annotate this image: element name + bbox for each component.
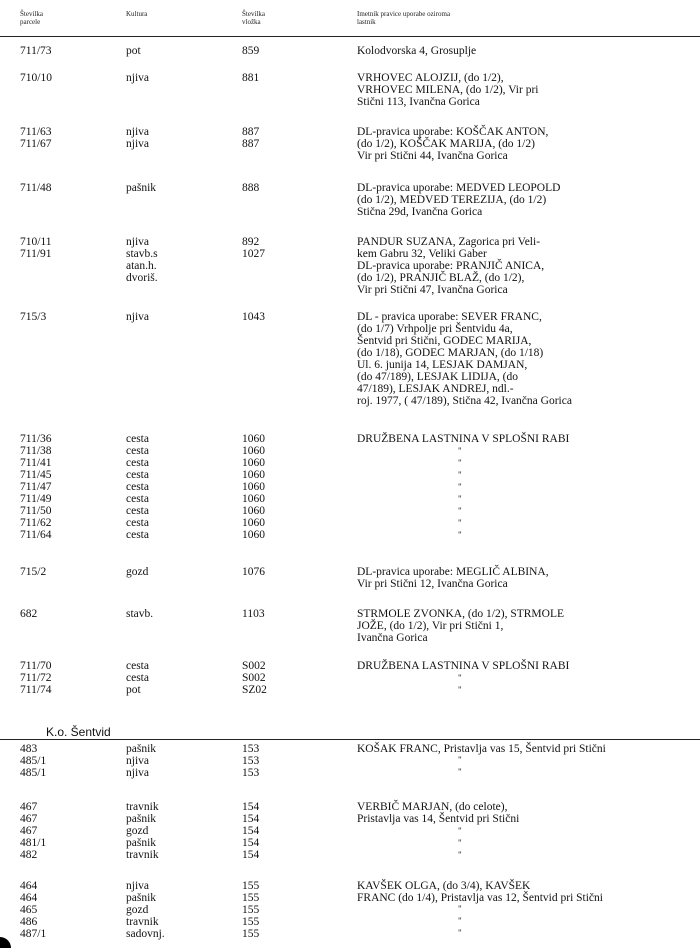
culture: pašnik: [126, 813, 157, 825]
parcel-number: 711/38: [20, 445, 52, 457]
deposit-number: 1060: [242, 481, 265, 493]
deposit-number: 153: [242, 767, 260, 779]
deposit-number: 153: [242, 743, 260, 755]
header-owner: Imetnik pravice uporabe oziroma lastnik: [357, 10, 451, 26]
culture: njiva: [126, 755, 149, 767]
deposit-number: 859: [242, 45, 260, 57]
ditto-mark: ": [458, 928, 462, 938]
owner-entry: STRMOLE ZVONKA, (do 1/2), STRMOLE JOŽE, (do 1/2), Vir pri Stični 1, Ivančna Gorica: [357, 608, 564, 644]
culture: cesta: [126, 457, 149, 469]
culture: cesta: [126, 469, 149, 481]
table-row: [0, 904, 700, 916]
table-row: [0, 517, 700, 529]
parcel-number: 711/67: [20, 138, 52, 150]
parcel-number: 711/91: [20, 248, 52, 260]
table-row: [0, 469, 700, 481]
culture: gozd: [126, 825, 149, 837]
parcel-number: 711/49: [20, 493, 52, 505]
deposit-number: 155: [242, 916, 260, 928]
table-row: [0, 825, 700, 837]
parcel-number: 467: [20, 801, 38, 813]
deposit-number: 154: [242, 837, 260, 849]
table-row: [0, 493, 700, 505]
deposit-number: 1060: [242, 505, 265, 517]
culture: cesta: [126, 517, 149, 529]
parcel-number: 715/3: [20, 311, 47, 323]
owner-entry: VRHOVEC ALOJZIJ, (do 1/2), VRHOVEC MILENA, (do 1/2), Vir pri Stični 113, Ivančna Gorica: [357, 72, 539, 108]
culture: njiva: [126, 138, 149, 150]
culture: pašnik: [126, 837, 157, 849]
parcel-number: 467: [20, 813, 38, 825]
culture: cesta: [126, 493, 149, 505]
parcel-number: 711/64: [20, 529, 52, 541]
parcel-number: 464: [20, 880, 38, 892]
owner-entry: DL-pravica uporabe: MEGLIČ ALBINA, Vir pri Stični 12, Ivančna Gorica: [357, 566, 549, 590]
deposit-number: 154: [242, 849, 260, 861]
table-row: [0, 445, 700, 457]
culture: pašnik: [126, 743, 157, 755]
culture: travnik: [126, 801, 159, 813]
header-parcel-number: Številka parcele: [20, 10, 43, 26]
culture: pašnik: [126, 892, 157, 904]
parcel-number: 464: [20, 892, 38, 904]
ditto-mark: ": [458, 916, 462, 926]
header-culture: Kultura: [126, 10, 148, 18]
parcel-number: 711/36: [20, 433, 52, 445]
ditto-mark: ": [458, 506, 462, 516]
ditto-mark: ": [458, 826, 462, 836]
owner-entry: DL-pravica uporabe: KOŠČAK ANTON, (do 1/2), KOŠČAK MARIJA, (do 1/2) Vir pri Stični 44, Ivančna Gorica: [357, 126, 549, 162]
culture: cesta: [126, 529, 149, 541]
ditto-mark: ": [458, 904, 462, 914]
culture: njiva: [126, 126, 149, 138]
culture: njiva: [126, 236, 149, 248]
table-row: [0, 767, 700, 779]
deposit-number: 888: [242, 182, 260, 194]
culture: njiva: [126, 72, 149, 84]
ditto-mark: ": [458, 494, 462, 504]
table-row: [0, 849, 700, 861]
deposit-number: 1060: [242, 457, 265, 469]
culture: sadovnj.: [126, 928, 165, 940]
deposit-number: 1103: [242, 608, 265, 620]
owner-entry: DL-pravica uporabe: PRANJIČ ANICA, (do 1/2), PRANJIČ BLAŽ, (do 1/2), Vir pri Stični 47, Ivančna Gorica: [357, 260, 545, 296]
deposit-number: 154: [242, 801, 260, 813]
deposit-number: 1043: [242, 311, 265, 323]
parcel-number: 482: [20, 849, 38, 861]
culture: stavb.: [126, 608, 154, 620]
culture: cesta: [126, 481, 149, 493]
deposit-number: 1060: [242, 517, 265, 529]
parcel-number: 486: [20, 916, 38, 928]
table-row: [0, 755, 700, 767]
culture: pot: [126, 45, 141, 57]
deposit-number: 155: [242, 928, 260, 940]
table-row: [0, 672, 700, 684]
culture: atan.h.: [126, 260, 157, 272]
ditto-mark: ": [458, 458, 462, 468]
owner-entry: DL - pravica uporabe: SEVER FRANC, (do 1/7) Vrhpolje pri Šentvidu 4a, Šentvid pri Stični, GODEC MARIJA, (do 1/18), GODEC MARJAN, (do 1/18) Ul. 6. junija 14, LESJAK DAMJAN, (do 47/189), LESJAK LIDIJA, (do 47/189), LESJAK ANDREJ, ndl.- roj. 1977, ( 47/189), Stična 42, Ivančna Gorica: [357, 311, 572, 407]
table-row: [0, 916, 700, 928]
culture: cesta: [126, 505, 149, 517]
parcel-number: 465: [20, 904, 38, 916]
deposit-number: SZ02: [242, 684, 267, 696]
owner-entry: PANDUR SUZANA, Zagorica pri Veli- kem Gabru 32, Veliki Gaber: [357, 236, 541, 260]
ditto-mark: ": [458, 482, 462, 492]
deposit-number: 155: [242, 880, 260, 892]
parcel-number: 467: [20, 825, 38, 837]
culture: cesta: [126, 660, 149, 672]
ditto-mark: ": [458, 767, 462, 777]
culture: dvoriš.: [126, 272, 158, 284]
owner-entry: DRUŽBENA LASTNINA V SPLOŠNI RABI: [357, 433, 570, 445]
deposit-number: 155: [242, 904, 260, 916]
deposit-number: 1060: [242, 529, 265, 541]
deposit-number: 1060: [242, 493, 265, 505]
deposit-number: 154: [242, 813, 260, 825]
deposit-number: 1027: [242, 248, 265, 260]
parcel-number: 711/47: [20, 481, 52, 493]
culture: travnik: [126, 849, 159, 861]
parcel-number: 711/74: [20, 684, 52, 696]
deposit-number: 154: [242, 825, 260, 837]
owner-entry: DRUŽBENA LASTNINA V SPLOŠNI RABI: [357, 660, 570, 672]
culture: pašnik: [126, 182, 157, 194]
deposit-number: S002: [242, 672, 266, 684]
section-title: K.o. Šentvid: [46, 725, 111, 739]
parcel-number: 711/73: [20, 45, 52, 57]
culture: stavb.s: [126, 248, 158, 260]
deposit-number: 1060: [242, 469, 265, 481]
parcel-number: 711/48: [20, 182, 52, 194]
parcel-number: 485/1: [20, 755, 47, 767]
deposit-number: 1060: [242, 433, 265, 445]
section-divider: [0, 725, 700, 740]
parcel-number: 711/45: [20, 469, 52, 481]
parcel-number: 711/50: [20, 505, 52, 517]
deposit-number: 892: [242, 236, 260, 248]
culture: cesta: [126, 672, 149, 684]
deposit-number: 153: [242, 755, 260, 767]
owner-entry: VERBIČ MARJAN, (do celote), Pristavlja vas 14, Šentvid pri Stični: [357, 801, 520, 825]
parcel-number: 483: [20, 743, 38, 755]
culture: gozd: [126, 566, 149, 578]
parcel-number: 711/41: [20, 457, 52, 469]
culture: cesta: [126, 445, 149, 457]
parcel-number: 715/2: [20, 566, 47, 578]
deposit-number: S002: [242, 660, 266, 672]
ditto-mark: ": [458, 685, 462, 695]
table-row: [0, 837, 700, 849]
owner-entry: Kolodvorska 4, Grosuplje: [357, 45, 477, 57]
deposit-number: 887: [242, 138, 260, 150]
ditto-mark: ": [458, 673, 462, 683]
parcel-number: 710/10: [20, 72, 52, 84]
culture: gozd: [126, 904, 149, 916]
owner-entry: DL-pravica uporabe: MEDVED LEOPOLD (do 1/2), MEDVED TEREZIJA, (do 1/2) Stična 29d, Ivančna Gorica: [357, 182, 561, 218]
ditto-mark: ": [458, 530, 462, 540]
ditto-mark: ": [458, 470, 462, 480]
deposit-number: 1076: [242, 566, 265, 578]
table-row: [0, 481, 700, 493]
culture: pot: [126, 684, 141, 696]
ditto-mark: ": [458, 446, 462, 456]
deposit-number: 155: [242, 892, 260, 904]
culture: njiva: [126, 311, 149, 323]
ditto-mark: ": [458, 850, 462, 860]
table-row: [0, 457, 700, 469]
parcel-number: 710/11: [20, 236, 52, 248]
deposit-number: 881: [242, 72, 260, 84]
culture: njiva: [126, 767, 149, 779]
ditto-mark: ": [458, 518, 462, 528]
deposit-number: 1060: [242, 445, 265, 457]
parcel-number: 487/1: [20, 928, 47, 940]
table-row: [0, 684, 700, 696]
ditto-mark: ": [458, 755, 462, 765]
culture: travnik: [126, 916, 159, 928]
parcel-number: 485/1: [20, 767, 47, 779]
owner-entry: KAVŠEK OLGA, (do 3/4), KAVŠEK FRANC (do 1/4), Pristavlja vas 12, Šentvid pri Stični: [357, 880, 603, 904]
parcel-number: 711/62: [20, 517, 52, 529]
header-deposit-number: Številka vložka: [242, 10, 265, 26]
table-row: [0, 928, 700, 940]
parcel-number: 481/1: [20, 837, 47, 849]
parcel-number: 711/70: [20, 660, 52, 672]
table-header: [0, 8, 700, 37]
deposit-number: 887: [242, 126, 260, 138]
culture: cesta: [126, 433, 149, 445]
culture: njiva: [126, 880, 149, 892]
table-row: [0, 505, 700, 517]
ditto-mark: ": [458, 838, 462, 848]
parcel-number: 682: [20, 608, 38, 620]
parcel-number: 711/72: [20, 672, 52, 684]
parcel-number: 711/63: [20, 126, 52, 138]
table-row: [0, 529, 700, 541]
owner-entry: KOŠAK FRANC, Pristavlja vas 15, Šentvid pri Stični: [357, 743, 606, 755]
